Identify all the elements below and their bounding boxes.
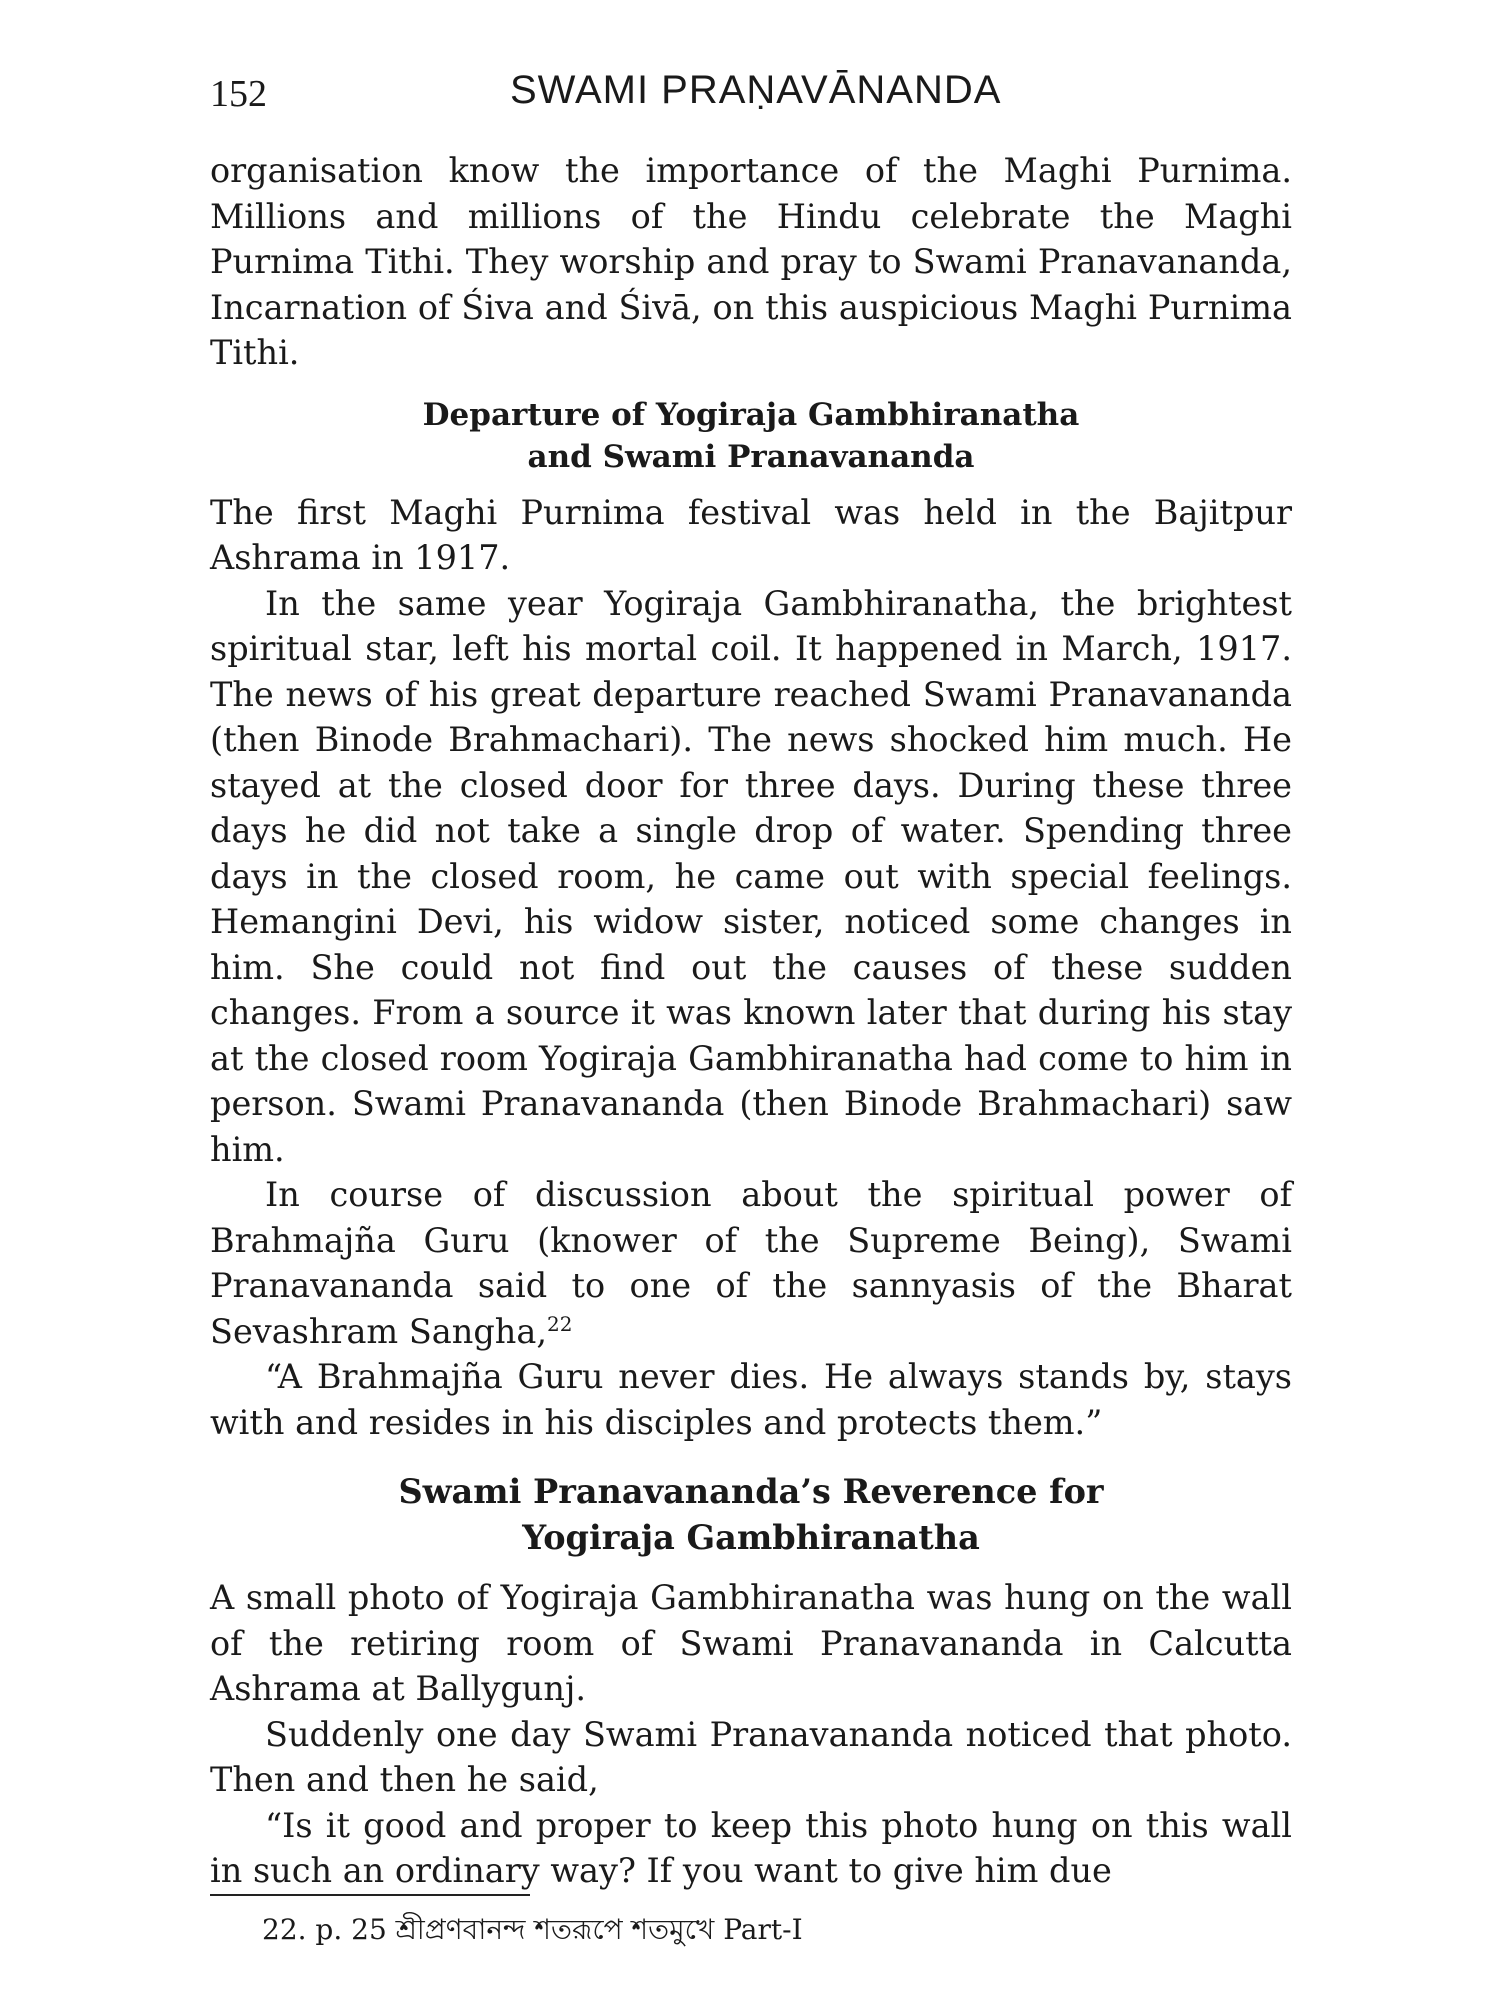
footnote: 22. p. 25 শ্রীপ্রণবানন্দ শতরূপে শতমুখে Part-I — [262, 1913, 803, 1946]
book-title: SWAMI PRAṆAVĀNANDA — [510, 68, 1002, 112]
paragraph-continuation: organisation know the importance of the Maghi Purnima. Millions and millions of the Hindu celebrate the Maghi Purnima Tithi. They worship and pray to Swami Pranavananda, Incarnation of Śiva and Śivā, on this auspicious Maghi Purnima Tithi. — [210, 151, 1292, 372]
paragraph: Suddenly one day Swami Pranavananda noticed that photo. Then and then he said, — [210, 1714, 1292, 1799]
footnote-divider — [210, 1894, 530, 1896]
section-heading-reverence — [210, 1469, 1292, 1561]
paragraph: A small photo of Yogiraja Gambhiranatha was hung on the wall of the retiring room of Swami Pranavananda in Calcutta Ashrama at Ballygunj. — [210, 1578, 1292, 1708]
running-head — [210, 68, 1292, 128]
page-number: 152 — [210, 73, 267, 115]
heading-line: Swami Pranavananda’s Reverence for — [398, 1472, 1104, 1511]
paragraph-with-note — [210, 1172, 1292, 1354]
body-text — [210, 148, 1292, 1894]
paragraph: The first Maghi Purnima festival was held in the Bajitpur Ashrama in 1917. — [210, 492, 1292, 577]
footnote-reference: 22 — [546, 1311, 573, 1336]
heading-line: Yogiraja Gambhiranatha — [522, 1518, 980, 1557]
section-heading-departure — [210, 394, 1292, 478]
paragraph: In the same year Yogiraja Gambhiranatha, the brightest spiritual star, left his mortal coil. It happened in March, 1917. The news of his great departure reached Swami Pranavananda (then Binode Brahmachari). The news shocked him much. He stayed at the closed door for three days. During these three days he did not take a single drop of water. Spending three days in the closed room, he came out with special feelings. Hemangini Devi, his widow sister, noticed some changes in him. She could not find out the causes of these sudden changes. From a source it was known later that during his stay at the closed room Yogiraja Gambhiranatha had come to him in person. Swami Pranavananda (then Binode Brahmachari) saw him. — [210, 583, 1292, 1169]
quotation: “Is it good and proper to keep this photo hung on this wall in such an ordinary way? If you want to give him due — [210, 1805, 1292, 1890]
paragraph-text: In course of discussion about the spiritual power of Brahmajña Guru (knower of the Supreme Being), Swami Pranavananda said to one of the sannyasis of the Bharat Sevashram Sangha, — [210, 1175, 1292, 1351]
heading-line: Departure of Yogiraja Gambhiranatha — [422, 396, 1080, 433]
heading-line: and Swami Pranavananda — [527, 438, 975, 475]
quotation: “A Brahmajña Guru never dies. He always stands by, stays with and resides in his disciples and protects them.” — [210, 1357, 1292, 1442]
